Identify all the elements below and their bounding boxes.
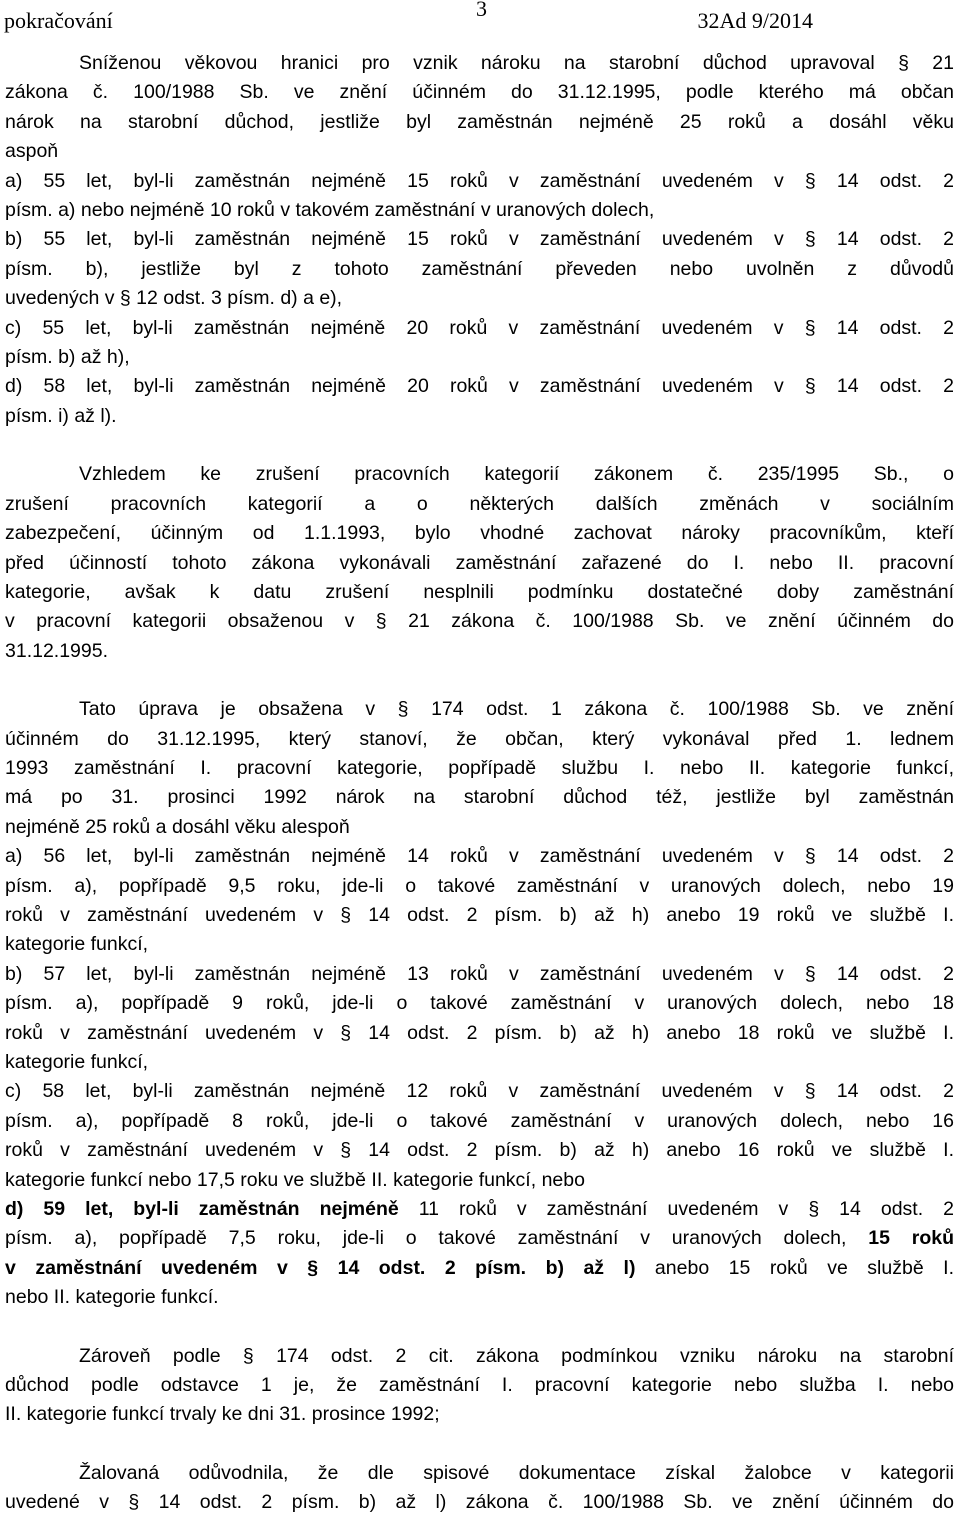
text-line: roků v zaměstnání uvedeném v § 14 odst. 2 písm. b) až h) anebo 19 roků ve službě I. bbox=[5, 903, 954, 926]
text-run: anebo 15 roků ve službě I. bbox=[635, 1256, 954, 1279]
paragraph-age-limit bbox=[5, 49, 954, 431]
paragraph-defendant bbox=[5, 1459, 954, 1518]
text-line: zabezpečení, účinným od 1.1.1993, bylo vhodné zachovat nároky pracovníkům, kteří bbox=[5, 522, 954, 545]
text-line bbox=[5, 1224, 954, 1253]
text-line: c) 58 let, byl-li zaměstnán nejméně 12 roků v zaměstnání uvedeném v § 14 odst. 2 bbox=[5, 1080, 954, 1103]
text-line: má po 31. prosinci 1992 nárok na starobní důchod též, jestliže byl zaměstnán bbox=[5, 786, 954, 809]
text-line: c) 55 let, byl-li zaměstnán nejméně 20 roků v zaměstnání uvedeném v § 14 odst. 2 bbox=[5, 316, 954, 339]
text-line: roků v zaměstnání uvedeném v § 14 odst. 2 písm. b) až h) anebo 16 roků ve službě I. bbox=[5, 1139, 954, 1162]
text-line: roků v zaměstnání uvedeném v § 14 odst. 2 písm. b) až h) anebo 18 roků ve službě I. bbox=[5, 1021, 954, 1044]
text-line: účinném do 31.12.1995, který stanoví, že občan, který vykonával před 1. lednem bbox=[5, 727, 954, 750]
text-line bbox=[5, 1195, 954, 1224]
continuation-label: pokračování bbox=[4, 8, 113, 33]
case-number: 32Ad 9/2014 bbox=[697, 8, 813, 33]
page-header bbox=[0, 0, 960, 40]
text-line: před účinností tohoto zákona vykonávali zaměstnání zařazené do I. nebo II. pracovní bbox=[5, 551, 954, 574]
text-line: písm. a), popřípadě 9,5 roku, jde-li o takové zaměstnání v uranových dolech, nebo 19 bbox=[5, 874, 954, 897]
text-line: b) 57 let, byl-li zaměstnán nejméně 13 roků v zaměstnání uvedeném v § 14 odst. 2 bbox=[5, 962, 954, 985]
bold-text: v zaměstnání uvedeném v § 14 odst. 2 písm. b) až l) bbox=[5, 1256, 636, 1279]
text-line: Sníženou věkovou hranici pro vznik nároku na starobní důchod upravoval § 21 bbox=[79, 52, 954, 74]
text-line: 31.12.1995. bbox=[5, 639, 109, 662]
text-line: písm. b) až h), bbox=[5, 346, 130, 369]
paragraph-category-abolition bbox=[5, 460, 954, 666]
text-line: aspoň bbox=[5, 140, 59, 163]
text-line: 1993 zaměstnání I. pracovní kategorie, popřípadě službu I. nebo II. kategorie funkcí, bbox=[5, 756, 954, 779]
text-line: důchod podle odstavce 1 je, že zaměstnání I. pracovní kategorie nebo služba I. nebo bbox=[5, 1374, 954, 1397]
bold-text: d) 59 let, byl-li zaměstnán nejméně bbox=[5, 1198, 399, 1221]
text-line: kategorie funkcí nebo 17,5 roku ve službě II. kategorie funkcí, nebo bbox=[5, 1168, 585, 1191]
text-line: b) 55 let, byl-li zaměstnán nejméně 15 roků v zaměstnání uvedeném v § 14 odst. 2 bbox=[5, 228, 954, 251]
text-line: nejméně 25 roků a dosáhl věku alespoň bbox=[5, 815, 350, 838]
text-line: nárok na starobní důchod, jestliže byl zaměstnán nejméně 25 roků a dosáhl věku bbox=[5, 110, 954, 133]
text-line: Žalovaná odůvodnila, že dle spisové dokumentace získal žalobce v kategorii bbox=[79, 1461, 954, 1484]
text-line: II. kategorie funkcí trvaly ke dni 31. prosince 1992; bbox=[5, 1403, 440, 1426]
text-line: zrušení pracovních kategorií a o některých dalších změnách v sociálním bbox=[5, 492, 954, 515]
text-line: písm. a) nebo nejméně 10 roků v takovém zaměstnání v uranových dolech, bbox=[5, 199, 655, 222]
text-line: a) 56 let, byl-li zaměstnán nejméně 14 roků v zaměstnání uvedeném v § 14 odst. 2 bbox=[5, 845, 954, 868]
text-line: písm. b), jestliže byl z tohoto zaměstnání převeden nebo uvolněn z důvodů bbox=[5, 257, 954, 280]
text-line: písm. i) až l). bbox=[5, 404, 117, 427]
text-line: uvedené v § 14 odst. 2 písm. b) až l) zákona č. 100/1988 Sb. ve znění účinném do bbox=[5, 1491, 954, 1514]
text-line: d) 58 let, byl-li zaměstnán nejméně 20 roků v zaměstnání uvedeném v § 14 odst. 2 bbox=[5, 375, 954, 398]
text-line: kategorie funkcí, bbox=[5, 933, 149, 956]
text-line: kategorie, avšak k datu zrušení nesplnili podmínku dostatečné doby zaměstnání bbox=[5, 580, 954, 603]
text-line: kategorie funkcí, bbox=[5, 1051, 149, 1073]
text-line: v pracovní kategorii obsaženou v § 21 zákona č. 100/1988 Sb. ve znění účinném do bbox=[5, 610, 954, 633]
text-line bbox=[5, 1254, 954, 1283]
text-line: písm. a), popřípadě 8 roků, jde-li o takové zaměstnání v uranových dolech, nebo 16 bbox=[5, 1109, 954, 1132]
text-line: písm. a), popřípadě 9 roků, jde-li o takové zaměstnání v uranových dolech, nebo 18 bbox=[5, 992, 954, 1015]
paragraph-condition bbox=[5, 1342, 954, 1430]
text-line: Vzhledem ke zrušení pracovních kategorií zákonem č. 235/1995 Sb., o bbox=[79, 463, 954, 486]
text-line: Tato úprava je obsažena v § 174 odst. 1 zákona č. 100/1988 Sb. ve znění bbox=[79, 698, 954, 721]
paragraph-section-174 bbox=[5, 695, 954, 1313]
bold-text: 15 roků bbox=[868, 1227, 954, 1250]
text-run: 11 roků v zaměstnání uvedeném v § 14 odst. 2 bbox=[398, 1198, 954, 1221]
text-line: zákona č. 100/1988 Sb. ve znění účinném do 31.12.1995, podle kterého má občan bbox=[5, 81, 954, 104]
document-body bbox=[5, 49, 954, 1518]
text-line: Zároveň podle § 174 odst. 2 cit. zákona podmínkou vzniku nároku na starobní bbox=[79, 1344, 954, 1367]
text-line: a) 55 let, byl-li zaměstnán nejméně 15 roků v zaměstnání uvedeném v § 14 odst. 2 bbox=[5, 169, 954, 192]
page-number: 3 bbox=[476, 0, 487, 21]
text-line: nebo II. kategorie funkcí. bbox=[5, 1286, 219, 1309]
text-line: uvedených v § 12 odst. 3 písm. d) a e), bbox=[5, 287, 343, 310]
text-run: písm. a), popřípadě 7,5 roku, jde-li o takové zaměstnání v uranových dolech, bbox=[5, 1227, 869, 1250]
